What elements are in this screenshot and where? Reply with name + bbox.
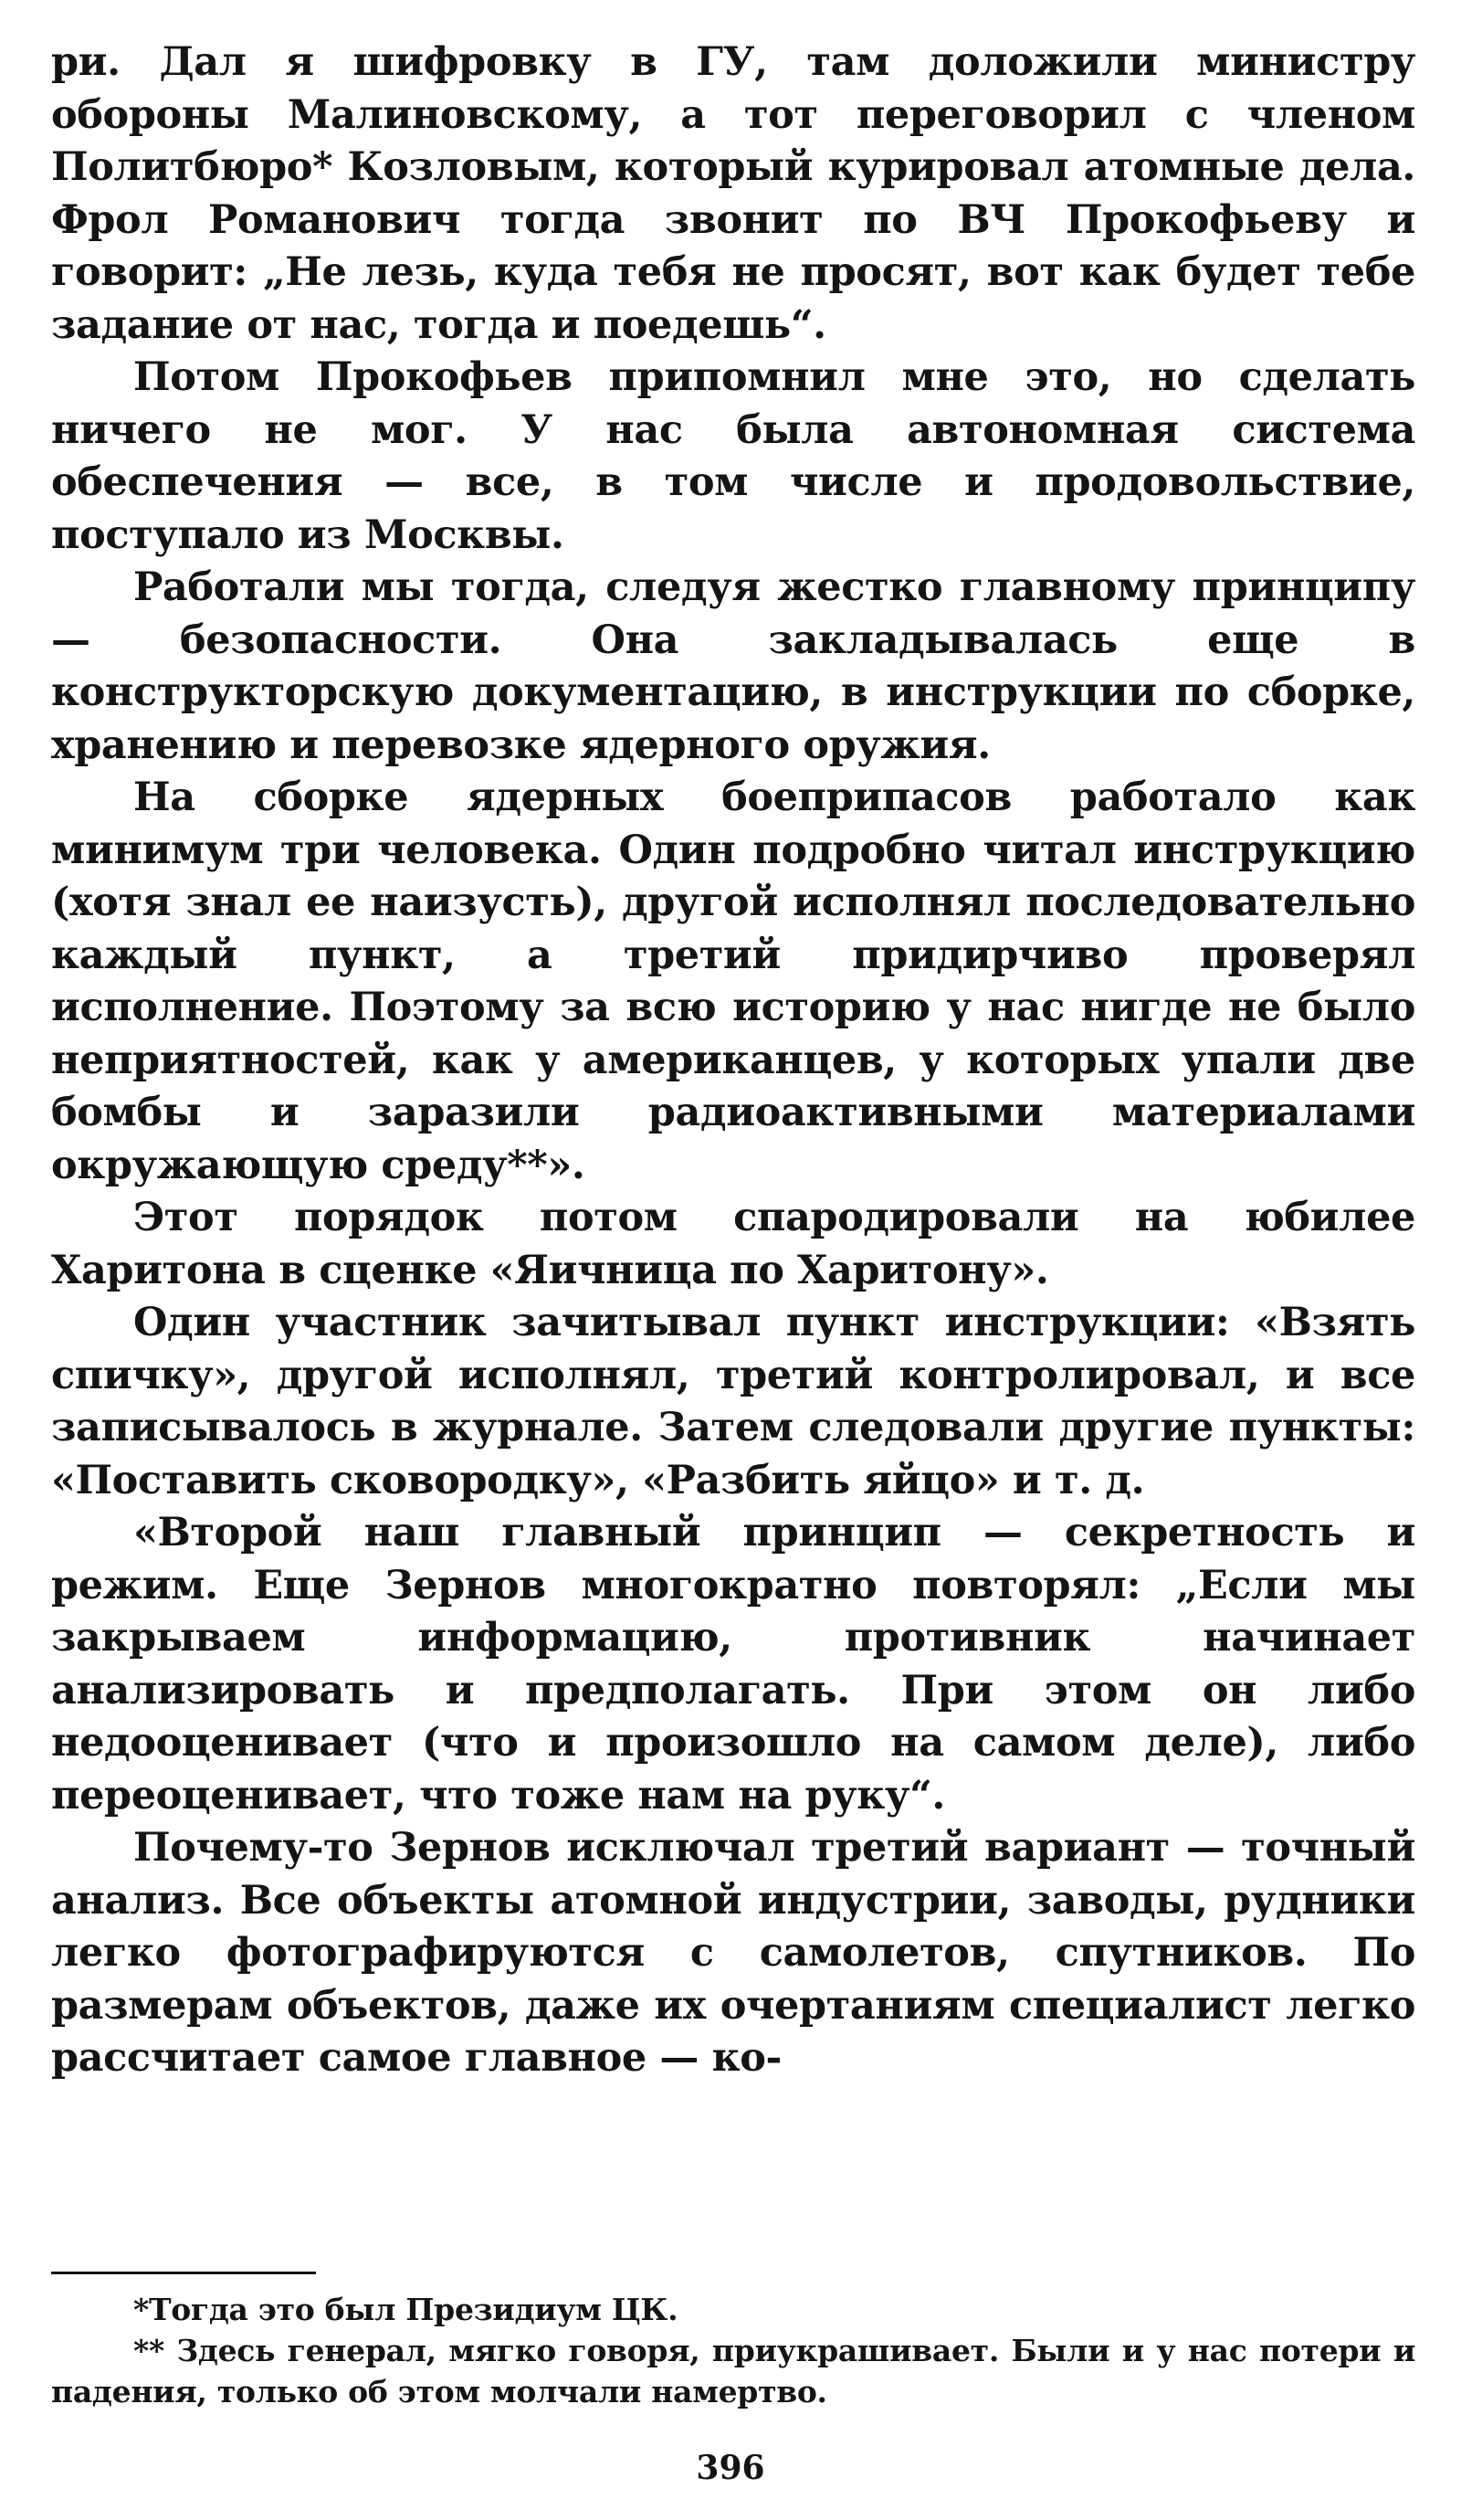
paragraph: На сборке ядерных боеприпасов работало как минимум три человека. Один подробно читал инструкцию (хотя знал ее наизусть), другой исполнял последовательно каждый пункт, а третий придирчиво проверял исполнение. Поэтому за всю историю у нас нигде не было неприятностей, как у американцев, у которых упали две бомбы и заразили радиоактивными материалами окружающую среду**».	[51, 775, 1415, 1188]
paragraph: Один участник зачитывал пункт инструкции: «Взять спичку», другой исполнял, третий контролировал, и все записывалось в журнале. Затем следовали другие пункты: «Поставить сковородку», «Разбить яйцо» и т. д.	[51, 1300, 1415, 1503]
paragraph: ри. Дал я шифровку в ГУ, там доложили министру обороны Малиновскому, а тот переговорил с членом Политбюро* Козловым, который курировал атомные дела. Фрол Романович тогда звонит по ВЧ Прокофьеву и говорит: „Не лезь, куда тебя не просят, вот как будет тебе задание от нас, тогда и поедешь“.	[51, 39, 1415, 348]
footnote: ** Здесь генерал, мягко говоря, приукрашивает. Были и у нас потери и падения, только об этом молчали намертво.	[51, 2333, 1415, 2409]
footnote: *Тогда это был Президиум ЦК.	[133, 2292, 678, 2327]
page-number: 396	[696, 2449, 765, 2487]
paragraph: Почему-то Зернов исключал третий вариант — точный анализ. Все объекты атомной индустрии, заводы, рудники легко фотографируются с самолетов, спутников. По размерам объектов, даже их очертаниям специалист легко рассчитает самое главное — ко-	[51, 1825, 1415, 2081]
paragraph: Потом Прокофьев припомнил мне это, но сделать ничего не мог. У нас была автономная система обеспечения — все, в том числе и продовольствие, поступало из Москвы.	[51, 354, 1415, 558]
paragraph: «Второй наш главный принцип — секретность и режим. Еще Зернов многократно повторял: „Если мы закрываем информацию, противник начинает анализировать и предполагать. При этом он либо недооценивает (что и произошло на самом деле), либо переоценивает, что тоже нам на руку“.	[51, 1510, 1415, 1819]
paragraph: Работали мы тогда, следуя жестко главному принципу — безопасности. Она закладывалась еще в конструкторскую документацию, в инструкции по сборке, хранению и перевозке ядерного оружия.	[51, 564, 1415, 768]
page-body	[51, 37, 1415, 2085]
paragraph: Этот порядок потом спародировали на юбилее Харитона в сценке «Яичница по Харитону».	[51, 1195, 1415, 1293]
footnotes	[51, 2272, 1415, 2412]
